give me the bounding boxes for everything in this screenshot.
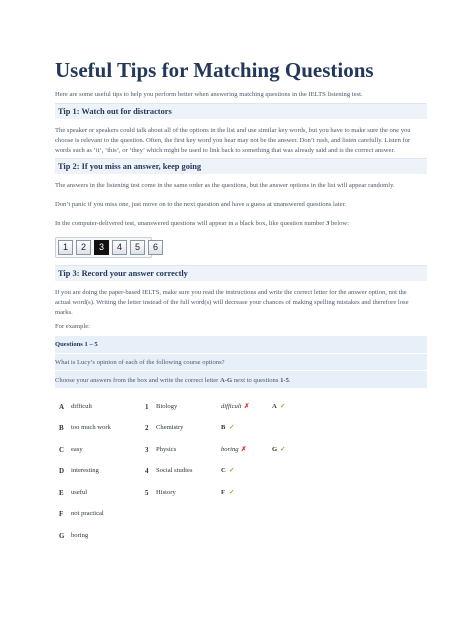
question-subject: Physics xyxy=(156,446,177,453)
option-letter: E xyxy=(59,489,64,497)
question-nav-4[interactable]: 4 xyxy=(112,240,127,255)
example-instructions: Choose your answers from the box and write the correct letter A-G next to questions 1-5. xyxy=(55,377,291,384)
tip3-line2: actual word(s). Writing the letter instead of the full word(s) will decrease your chances of making spelling mistakes and therefore lose xyxy=(55,299,409,306)
question-nav-5[interactable]: 5 xyxy=(130,240,145,255)
table-row xyxy=(0,444,474,456)
question-subject: Chemistry xyxy=(156,424,184,431)
correct-answer: A xyxy=(272,403,277,410)
question-number: 4 xyxy=(145,467,149,475)
tip1-line1: The speaker or speakers could talk about all of the options in the list and use similar key words, but you have to make sure the one you xyxy=(55,127,411,134)
correct-answer: B xyxy=(221,424,226,431)
tip1-line2: choose is relevant to the question. Often, the first key word you hear may not be the answer. Don’t rush, and listen carefully. Listen for xyxy=(55,137,411,144)
question-nav-6[interactable]: 6 xyxy=(148,240,163,255)
tip3-line1: If you are doing the paper-based IELTS, make sure you read the instructions and write the correct letter for the answer option, not the xyxy=(55,289,407,296)
option-text: easy xyxy=(71,446,83,453)
option-text: boring xyxy=(71,532,89,539)
table-row xyxy=(0,465,474,477)
question-number: 1 xyxy=(145,403,149,411)
tip2-p2: Don’t panic if you miss one, just move on to the next question and have a guess at unanswered questions later. xyxy=(55,201,347,208)
table-row xyxy=(0,422,474,434)
page-title: Useful Tips for Matching Questions xyxy=(55,58,374,82)
option-text: difficult xyxy=(71,403,93,410)
tick-icon: ✓ xyxy=(229,489,235,496)
option-letter: B xyxy=(59,424,64,432)
correct-answer: G xyxy=(272,446,278,453)
tip3-line3: marks. xyxy=(55,309,73,316)
question-number: 2 xyxy=(145,424,149,432)
question-nav-1[interactable]: 1 xyxy=(58,240,73,255)
option-letter: C xyxy=(59,446,65,454)
correct-answer: C xyxy=(221,467,226,474)
question-nav xyxy=(58,240,163,255)
tip1-heading: Tip 1: Watch out for distractors xyxy=(55,103,427,119)
option-letter: F xyxy=(59,510,64,518)
option-letter: A xyxy=(59,403,65,411)
question-nav-3[interactable]: 3 xyxy=(94,240,109,255)
option-text: too much work xyxy=(71,424,111,431)
option-text: not practical xyxy=(71,510,104,517)
tick-icon: ✓ xyxy=(280,403,286,410)
question-subject: Biology xyxy=(156,403,178,410)
cross-icon: ✗ xyxy=(241,446,247,453)
table-row xyxy=(0,401,474,413)
option-letter: D xyxy=(59,467,65,475)
question-subject: History xyxy=(156,489,176,496)
question-nav-2[interactable]: 2 xyxy=(76,240,91,255)
table-row xyxy=(0,530,474,542)
table-row xyxy=(0,487,474,499)
question-subject: Social studies xyxy=(156,467,193,474)
tip2-p3: In the computer-delivered test, unanswered questions will appear in a black box, like question number 3 below: xyxy=(55,220,349,227)
tip3-heading: Tip 3: Record your answer correctly xyxy=(55,265,427,281)
option-text: interesting xyxy=(71,467,99,474)
correct-answer: F xyxy=(221,489,226,496)
for-example-label: For example: xyxy=(55,323,90,330)
tip1-line3: words such as ‘it’, ‘this’, or ‘they’ which might be used to link back to something that was already said and is the correct answer. xyxy=(55,147,395,154)
option-letter: G xyxy=(59,532,65,540)
tick-icon: ✓ xyxy=(229,424,235,431)
questions-label: Questions 1 – 5 xyxy=(55,341,98,348)
wrong-answer: boring xyxy=(221,446,239,453)
cross-icon: ✗ xyxy=(244,403,250,410)
intro-text: Here are some useful tips to help you perform better when answering matching questions in the IELTS listening test. xyxy=(55,91,363,98)
table-row xyxy=(0,508,474,520)
tick-icon: ✓ xyxy=(229,467,235,474)
option-text: useful xyxy=(71,489,88,496)
tip2-p1: The answers in the listening test come in the same order as the questions, but the answer options in the list will appear randomly. xyxy=(55,182,395,189)
question-number: 3 xyxy=(145,446,149,454)
tick-icon: ✓ xyxy=(280,446,286,453)
tip2-heading: Tip 2: If you miss an answer, keep going xyxy=(55,158,427,174)
question-number: 5 xyxy=(145,489,149,497)
example-question: What is Lucy’s opinion of each of the following course options? xyxy=(55,359,225,366)
wrong-answer: difficult xyxy=(221,403,242,410)
